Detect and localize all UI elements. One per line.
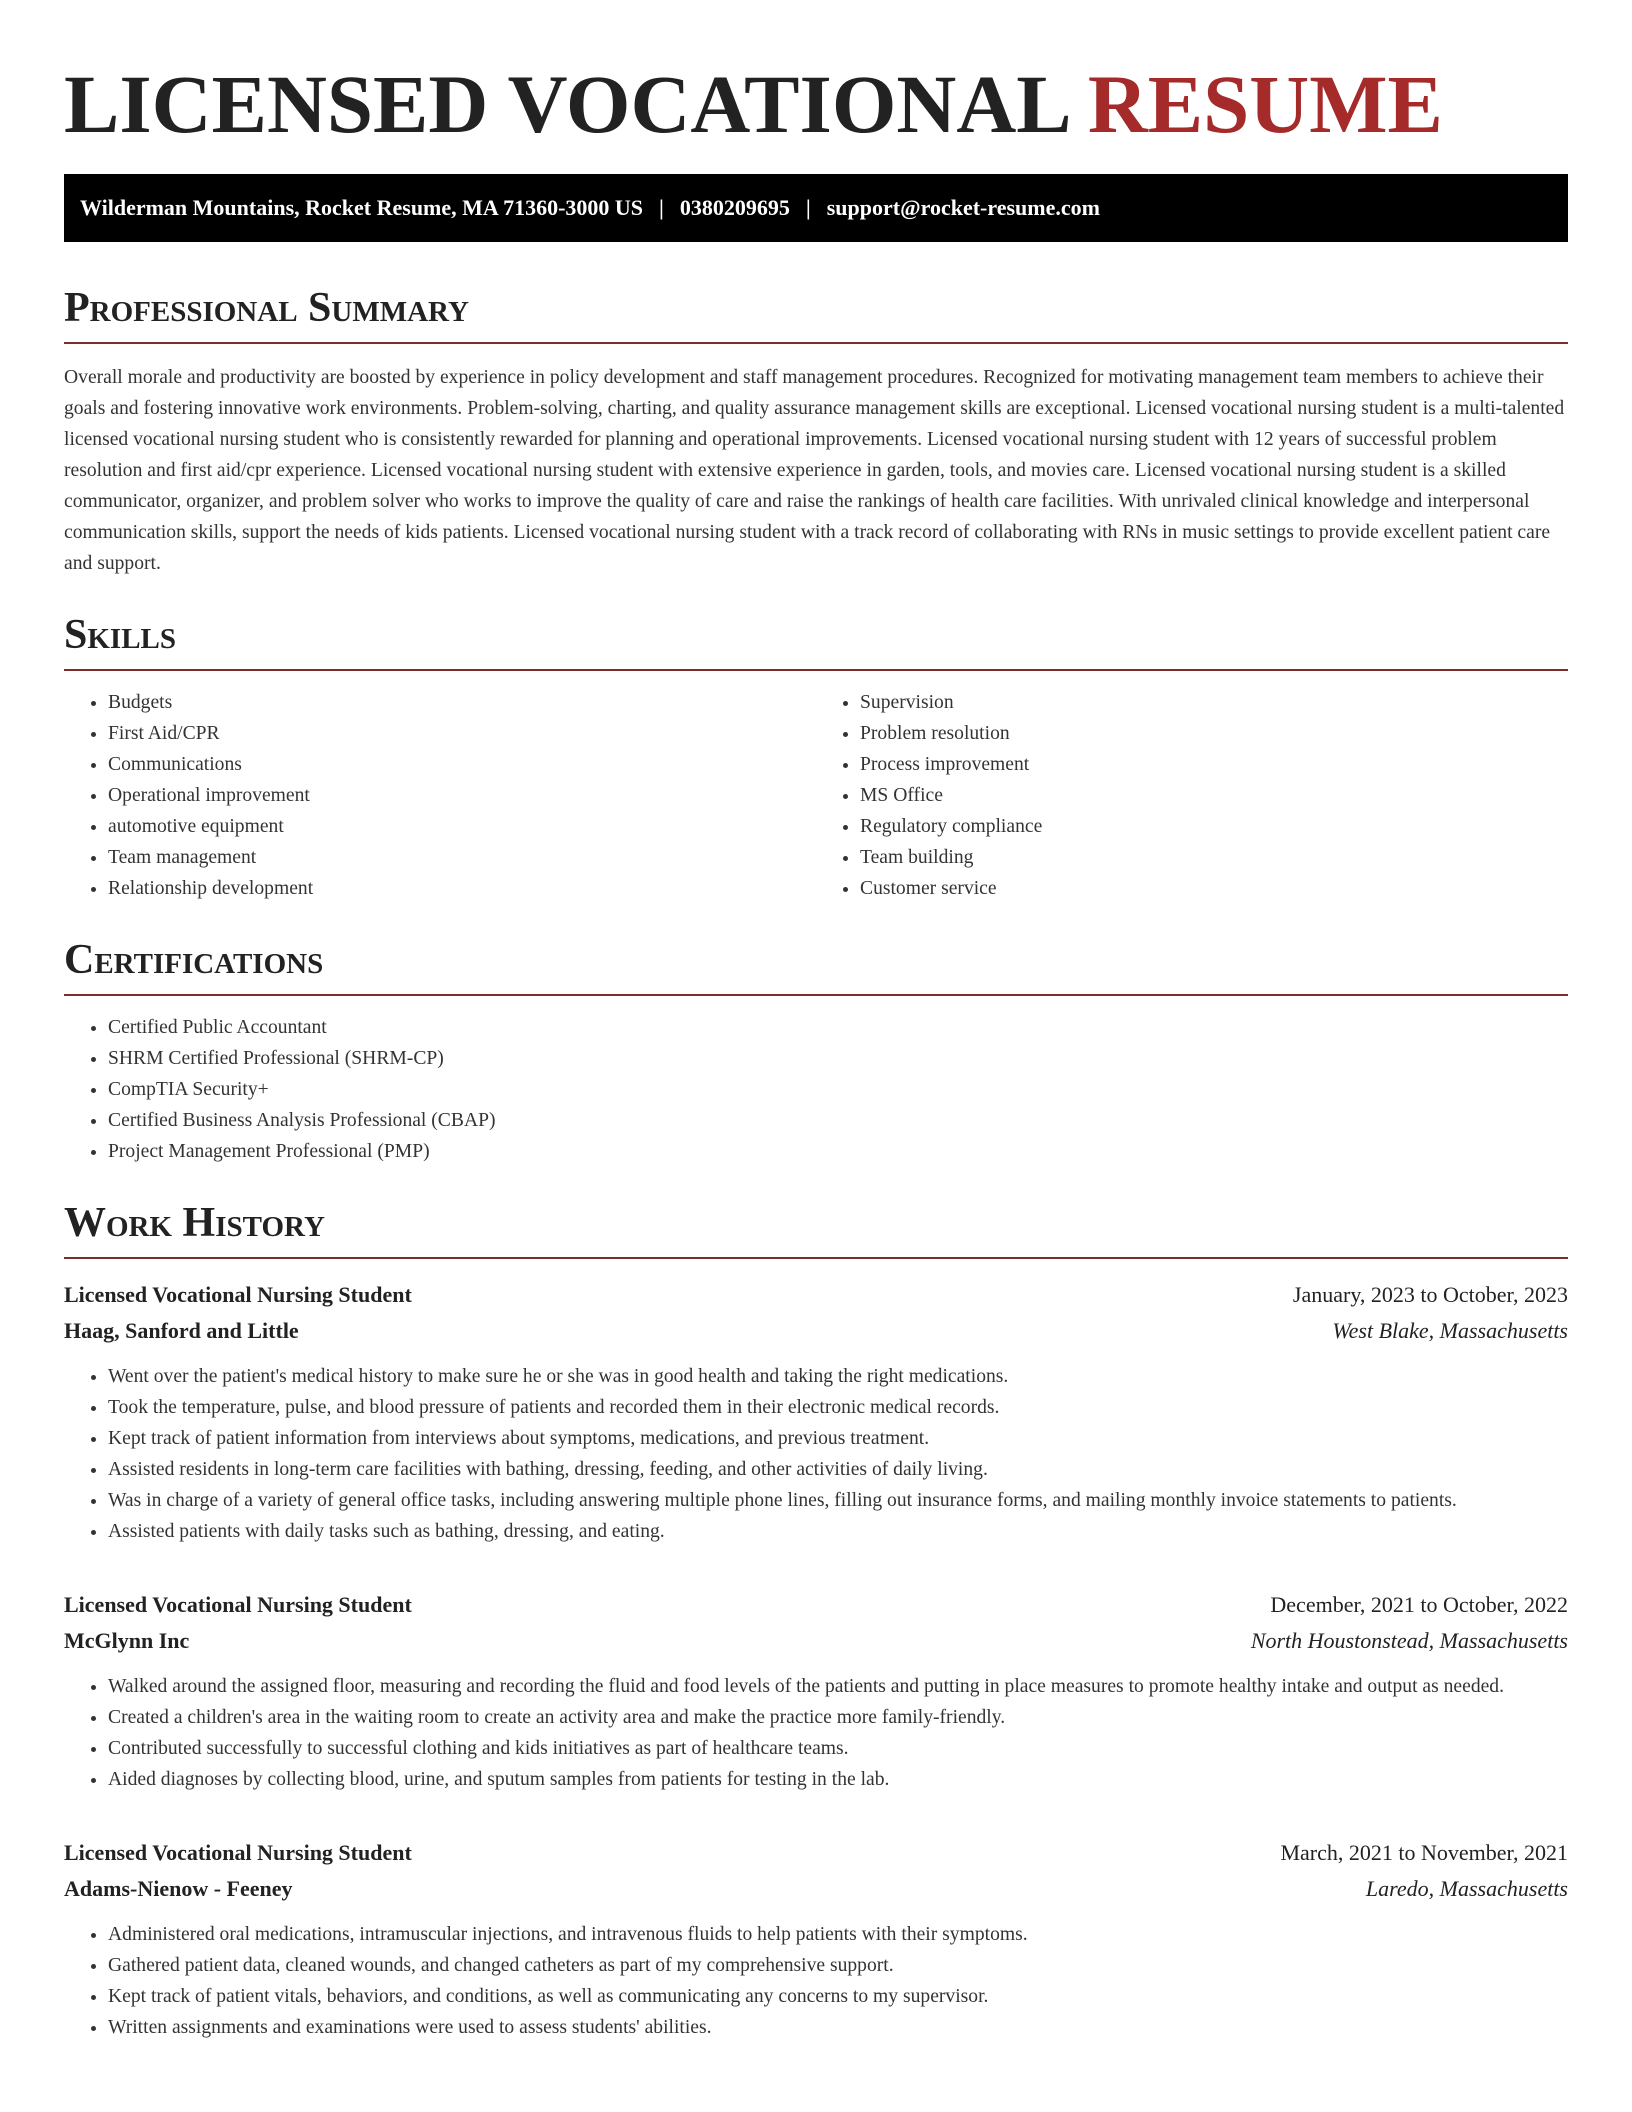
list-item: • Assisted residents in long-term care facilities with bathing, dressing, feeding, and other activities of daily living.: [108, 1454, 1568, 1485]
list-item: • CompTIA Security+: [108, 1074, 1568, 1105]
resume-title: [64, 0, 1568, 150]
list-item: • Aided diagnoses by collecting blood, urine, and sputum samples from patients for testing in the lab.: [108, 1764, 1568, 1795]
list-item: • Created a children's area in the waiting room to create an activity area and make the practice more family-friendly.: [108, 1702, 1568, 1733]
list-item: • Supervision: [860, 687, 1568, 718]
list-item: • Project Management Professional (PMP): [108, 1136, 1568, 1167]
skills-grid: [64, 687, 1568, 904]
job-bullets: [64, 1919, 1568, 2043]
job-title: Licensed Vocational Nursing Student: [64, 1840, 412, 1865]
list-item: • Process improvement: [860, 749, 1568, 780]
job-entry: [64, 1587, 1568, 1795]
title-accent: RESUME: [1087, 58, 1443, 150]
contact-email: support@rocket-resume.com: [826, 195, 1100, 220]
skills-list-left: [64, 687, 816, 904]
list-item: • Operational improvement: [108, 780, 816, 811]
section-heading-skills: Skills: [64, 611, 1568, 671]
skills-section: [64, 611, 1568, 904]
list-item: • automotive equipment: [108, 811, 816, 842]
job-header-row: [64, 1587, 1568, 1623]
job-company-row: [64, 1871, 1568, 1907]
work-history-section: [64, 1199, 1568, 2043]
skills-list-right: [816, 687, 1568, 904]
list-item: • Contributed successfully to successful clothing and kids initiatives as part of healthcare teams.: [108, 1733, 1568, 1764]
list-item: • Written assignments and examinations were used to assess students' abilities.: [108, 2012, 1568, 2043]
list-item: • Problem resolution: [860, 718, 1568, 749]
list-item: • Went over the patient's medical history to make sure he or she was in good health and taking the right medications.: [108, 1361, 1568, 1392]
list-item: • First Aid/CPR: [108, 718, 816, 749]
list-item: • Customer service: [860, 873, 1568, 904]
job-title: Licensed Vocational Nursing Student: [64, 1282, 412, 1307]
job-company-row: [64, 1313, 1568, 1349]
contact-bar: [64, 174, 1568, 242]
job-dates: January, 2023 to October, 2023: [1292, 1282, 1568, 1307]
list-item: • Certified Public Accountant: [108, 1012, 1568, 1043]
list-item: • Was in charge of a variety of general office tasks, including answering multiple phone lines, filling out insurance forms, and mailing monthly invoice statements to patients.: [108, 1485, 1568, 1516]
list-item: • MS Office: [860, 780, 1568, 811]
job-company: Haag, Sanford and Little: [64, 1318, 299, 1343]
list-item: • Gathered patient data, cleaned wounds, and changed catheters as part of my comprehensive support.: [108, 1950, 1568, 1981]
job-entry: [64, 1835, 1568, 2043]
list-item: • Kept track of patient information from interviews about symptoms, medications, and previous treatment.: [108, 1423, 1568, 1454]
list-item: • Regulatory compliance: [860, 811, 1568, 842]
job-location: North Houstonstead, Massachusetts: [1250, 1628, 1568, 1653]
summary-text: Overall morale and productivity are boosted by experience in policy development and staff management procedures. Recognized for motivating management team members to achieve their goals and fostering innovative work environments. Problem-solving, charting, and quality assurance management skills are exceptional. Licensed vocational nursing student is a multi-talented licensed vocational nursing student who is consistently rewarded for planning and operational improvements. Licensed vocational nursing student with 12 years of successful problem resolution and first aid/cpr experience. Licensed vocational nursing student with extensive experience in garden, tools, and movies care. Licensed vocational nursing student is a skilled communicator, organizer, and problem solver who works to improve the quality of care and raise the rankings of health care facilities. With unrivaled clinical knowledge and interpersonal communication skills, support the needs of kids patients. Licensed vocational nursing student with a track record of collaborating with RNs in music settings to provide excellent patient care and support.: [64, 367, 1565, 574]
certifications-list: [64, 1012, 1568, 1167]
job-company: McGlynn Inc: [64, 1628, 190, 1653]
list-item: • Communications: [108, 749, 816, 780]
contact-address: Wilderman Mountains, Rocket Resume, MA 71360-3000 US: [80, 195, 644, 220]
contact-phone: 0380209695: [679, 195, 790, 220]
job-header-row: [64, 1277, 1568, 1313]
list-item: • Walked around the assigned floor, measuring and recording the fluid and food levels of the patients and putting in place measures to promote healthy intake and output as needed.: [108, 1671, 1568, 1702]
list-item: • Team building: [860, 842, 1568, 873]
job-location: West Blake, Massachusetts: [1332, 1318, 1568, 1343]
job-bullets: [64, 1671, 1568, 1795]
list-item: • Team management: [108, 842, 816, 873]
list-item: • Kept track of patient vitals, behaviors, and conditions, as well as communicating any concerns to my supervisor.: [108, 1981, 1568, 2012]
section-heading-summary: Professional Summary: [64, 284, 1568, 344]
contact-separator: |: [805, 195, 811, 220]
title-main: LICENSED VOCATIONAL: [64, 58, 1068, 150]
professional-summary-section: [64, 284, 1568, 579]
contact-separator: |: [659, 195, 664, 220]
list-item: • SHRM Certified Professional (SHRM-CP): [108, 1043, 1568, 1074]
section-heading-work-history: Work History: [64, 1199, 1568, 1259]
certifications-section: [64, 936, 1568, 1167]
section-heading-certifications: Certifications: [64, 936, 1568, 996]
list-item: • Took the temperature, pulse, and blood pressure of patients and recorded them in their electronic medical records.: [108, 1392, 1568, 1423]
list-item: • Budgets: [108, 687, 816, 718]
job-company-row: [64, 1623, 1568, 1659]
list-item: • Relationship development: [108, 873, 816, 904]
list-item: • Administered oral medications, intramuscular injections, and intravenous fluids to help patients with their symptoms.: [108, 1919, 1568, 1950]
list-item: • Assisted patients with daily tasks such as bathing, dressing, and eating.: [108, 1516, 1568, 1547]
job-dates: December, 2021 to October, 2022: [1270, 1592, 1568, 1617]
job-bullets: [64, 1361, 1568, 1547]
job-dates: March, 2021 to November, 2021: [1280, 1840, 1568, 1865]
list-item: • Certified Business Analysis Professional (CBAP): [108, 1105, 1568, 1136]
job-location: Laredo, Massachusetts: [1365, 1876, 1568, 1901]
job-entry: [64, 1277, 1568, 1547]
job-company: Adams-Nienow - Feeney: [64, 1876, 293, 1901]
job-title: Licensed Vocational Nursing Student: [64, 1592, 412, 1617]
job-header-row: [64, 1835, 1568, 1871]
